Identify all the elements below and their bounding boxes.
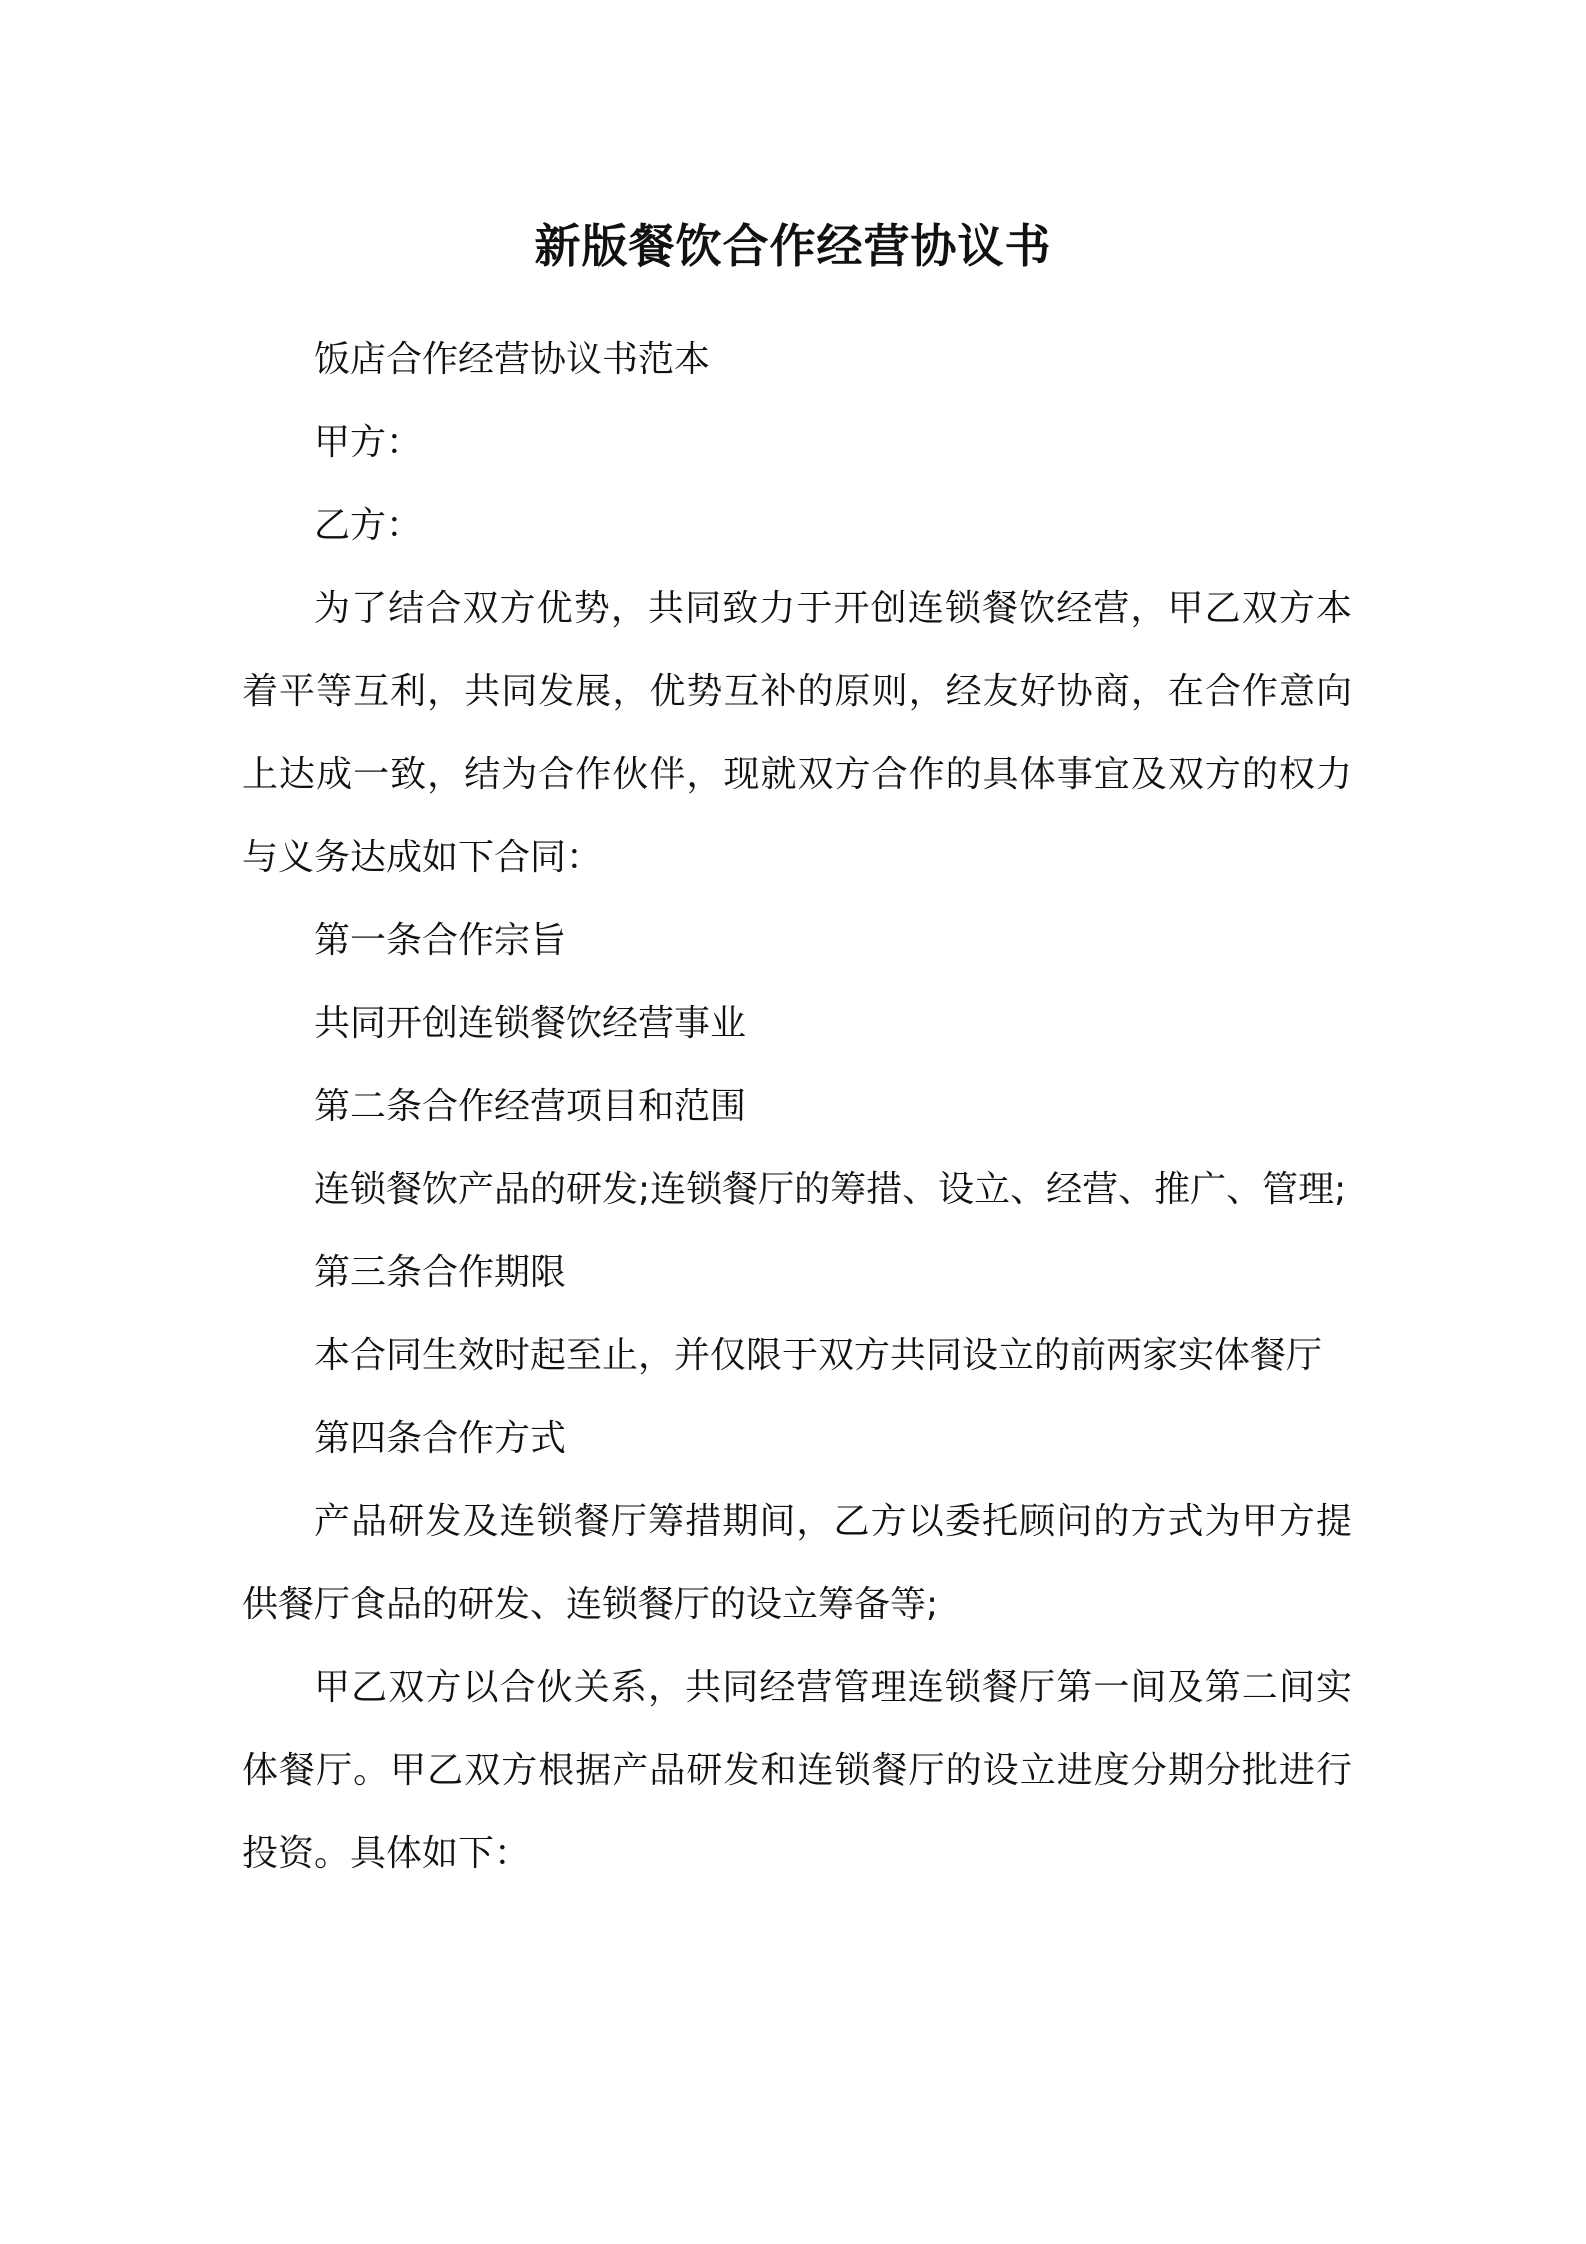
- paragraph-party-b: 乙方：: [314, 505, 423, 546]
- paragraph-preamble: 为了结合双方优势，共同致力于开创连锁餐饮经营，甲乙双方本着平等互利，共同发展，优势互补的原则，经友好协商，在合作意向上达成一致，结为合作伙伴，现就双方合作的具体事宜及双方的权力与义务达成如下合同：: [242, 588, 1352, 878]
- article-1-body: 共同开创连锁餐饮经营事业: [314, 1003, 747, 1044]
- article-4-heading: 第四条合作方式: [314, 1418, 567, 1459]
- article-2-body: 连锁餐饮产品的研发;连锁餐厅的筹措、设立、经营、推广、管理;: [314, 1169, 1347, 1210]
- paragraph-subtitle: 饭店合作经营协议书范本: [314, 339, 711, 380]
- article-3-heading: 第三条合作期限: [314, 1252, 567, 1293]
- document-title: 新版餐饮合作经营协议书: [534, 219, 1052, 273]
- article-2-heading: 第二条合作经营项目和范围: [314, 1086, 747, 1127]
- article-1-heading: 第一条合作宗旨: [314, 920, 567, 961]
- article-3-body: 本合同生效时起至止，并仅限于双方共同设立的前两家实体餐厅: [314, 1335, 1323, 1376]
- article-4-body-1: 产品研发及连锁餐厅筹措期间，乙方以委托顾问的方式为甲方提供餐厅食品的研发、连锁餐厅的设立筹备等;: [242, 1501, 1352, 1625]
- paragraph-party-a: 甲方：: [314, 422, 423, 463]
- article-4-body-2: 甲乙双方以合伙关系，共同经营管理连锁餐厅第一间及第二间实体餐厅。甲乙双方根据产品研发和连锁餐厅的设立进度分期分批进行投资。具体如下：: [242, 1667, 1352, 1874]
- document-body: [242, 318, 1352, 1895]
